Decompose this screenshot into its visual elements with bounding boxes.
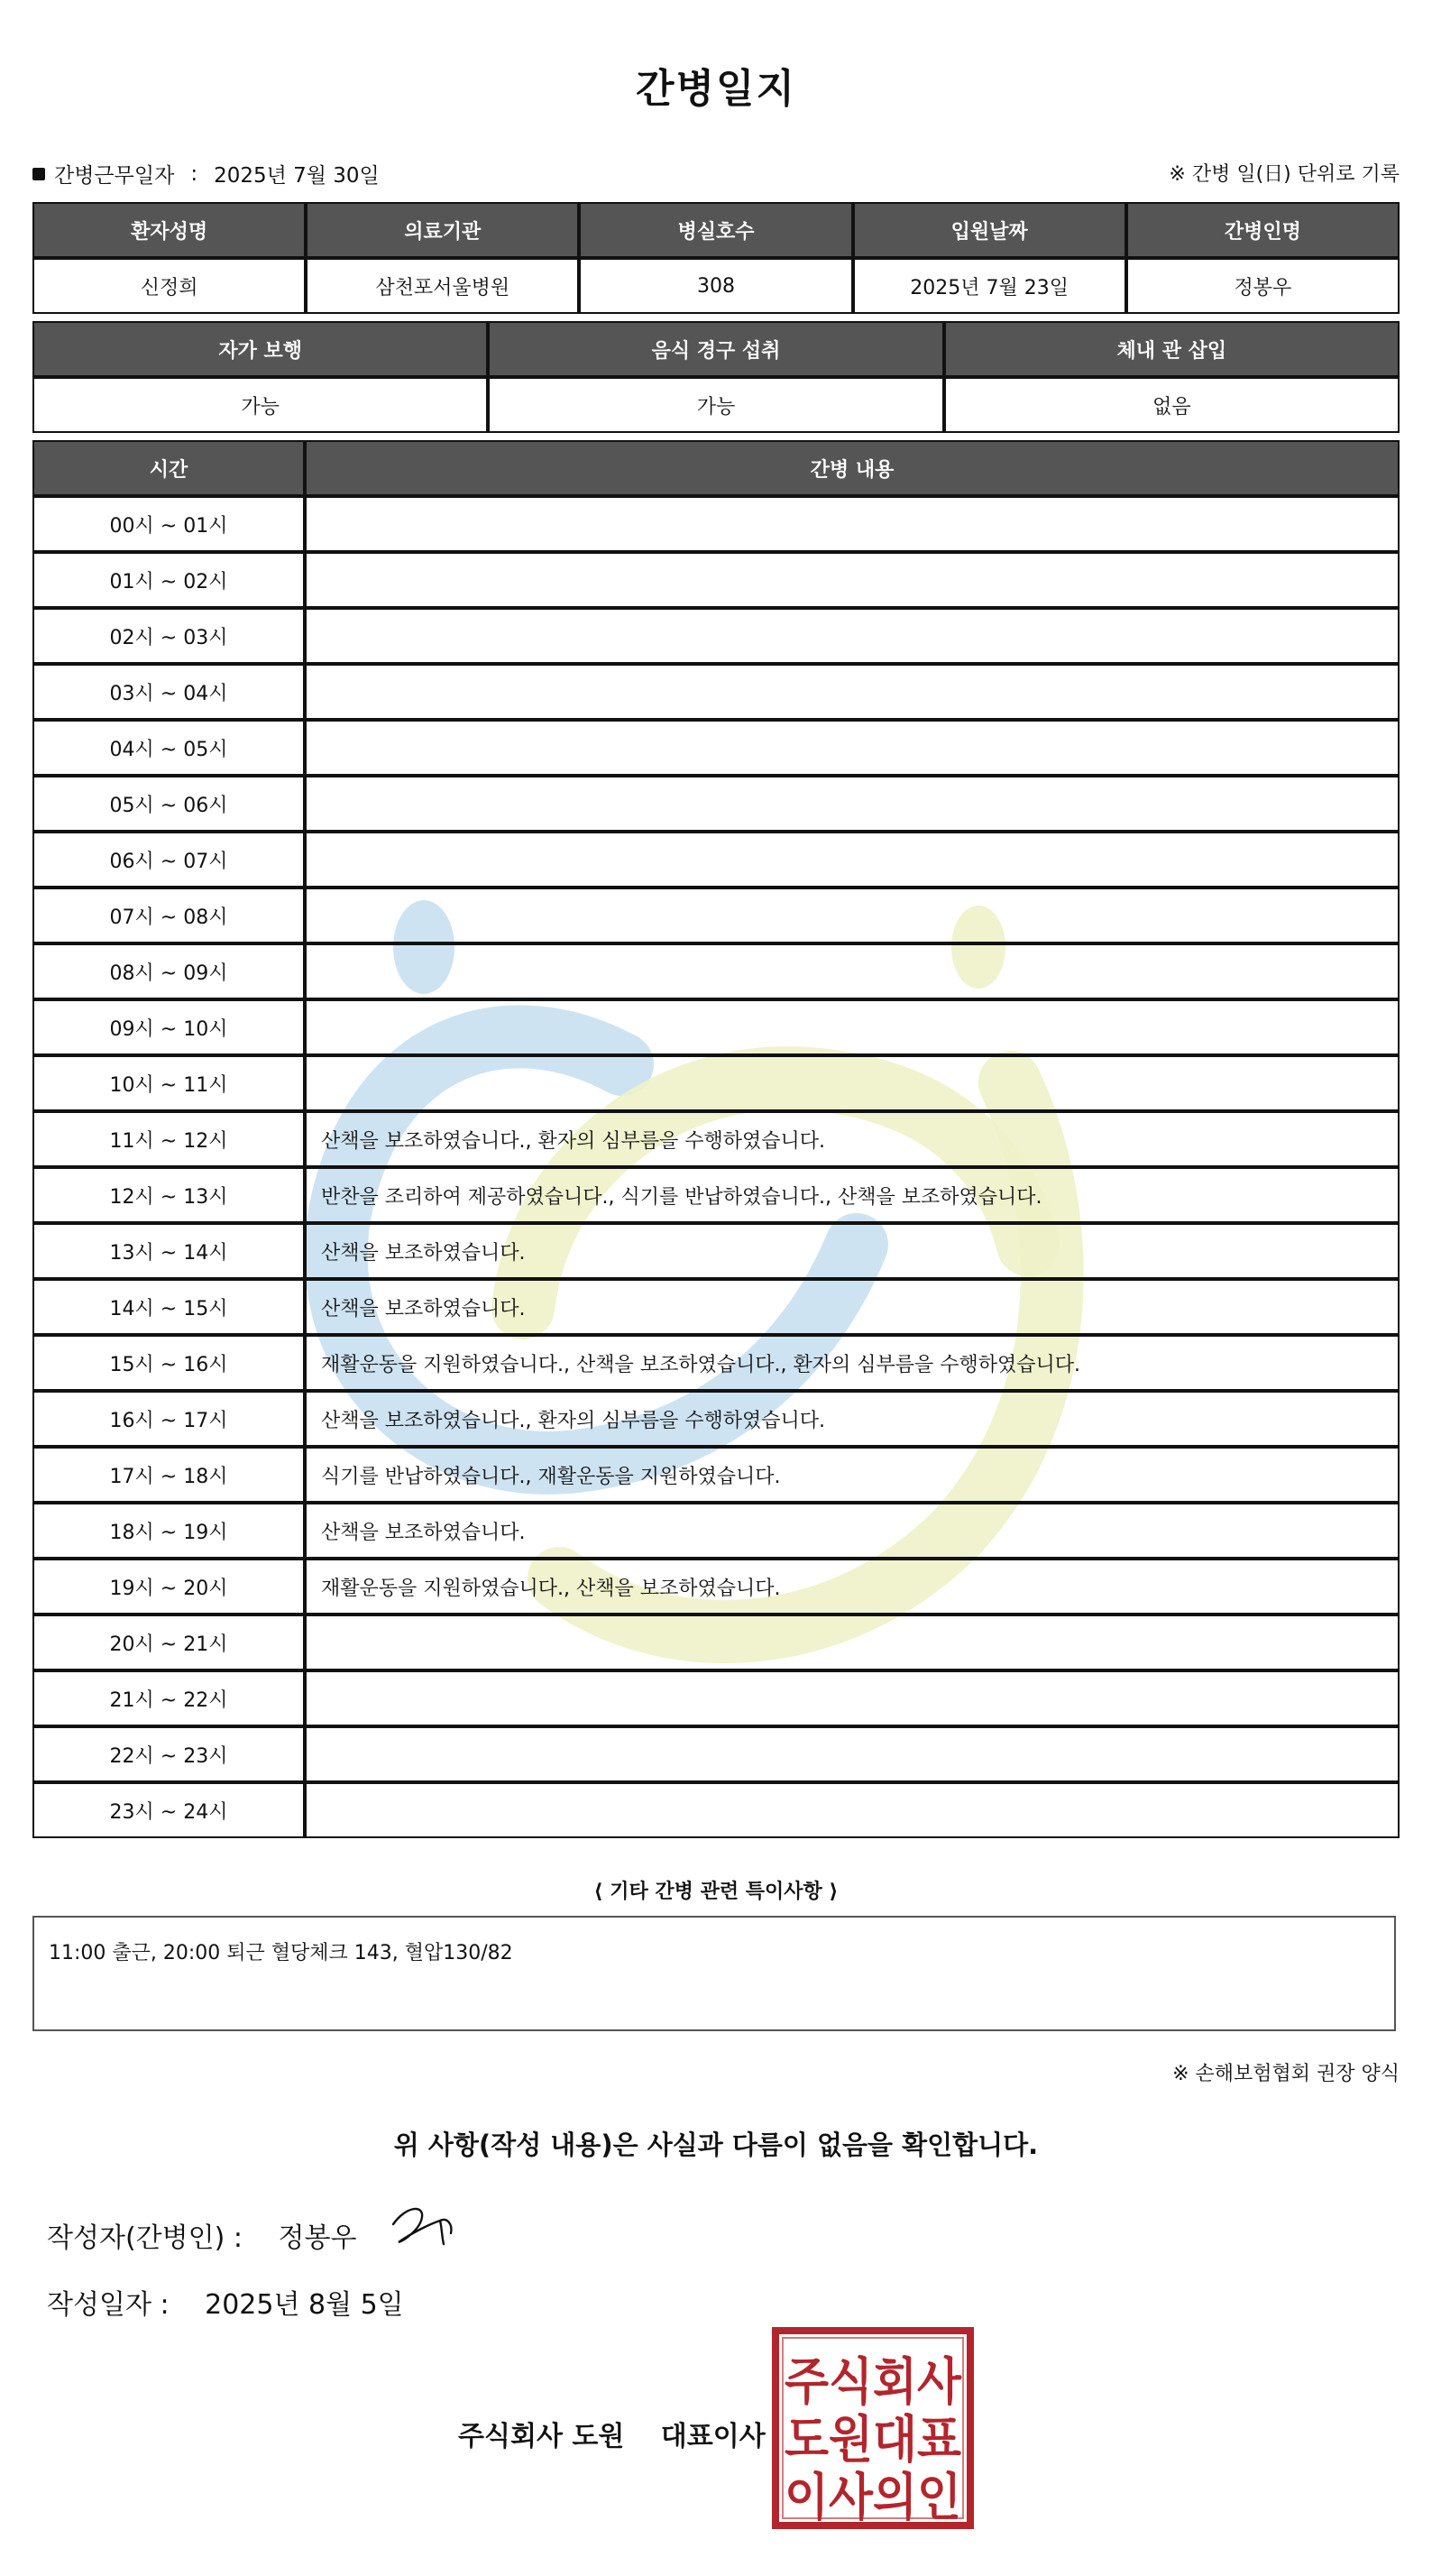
log-time: 16시 ~ 17시 <box>32 1391 305 1447</box>
log-content <box>305 1055 1400 1111</box>
log-content <box>305 1726 1400 1782</box>
work-date-value: 2025년 7월 30일 <box>214 164 380 188</box>
log-time: 01시 ~ 02시 <box>32 552 305 608</box>
table-row <box>32 1111 1400 1167</box>
written-date-value: 2025년 8월 5일 <box>205 2289 404 2321</box>
daily-record-note: ※ 간병 일(日) 단위로 기록 <box>1169 163 1400 186</box>
table-row <box>32 1726 1400 1782</box>
patient-name: 신정희 <box>32 258 306 314</box>
header-hospital: 의료기관 <box>306 202 579 258</box>
header-self-walking: 자가 보행 <box>32 321 488 377</box>
log-content <box>305 720 1400 776</box>
log-time: 12시 ~ 13시 <box>32 1167 305 1223</box>
log-content: 재활운동을 지원하였습니다., 산책을 보조하였습니다., 환자의 심부름을 수행하였습니다. <box>305 1335 1400 1391</box>
log-time: 13시 ~ 14시 <box>32 1223 305 1279</box>
hospital-name: 삼천포서울병원 <box>306 258 579 314</box>
work-date-label: 간병근무일자 <box>54 164 175 188</box>
log-time: 00시 ~ 01시 <box>32 496 305 552</box>
table-row <box>32 1167 1400 1223</box>
caregiver-name: 정봉우 <box>1126 258 1400 314</box>
room-number: 308 <box>579 258 852 314</box>
self-walking-value: 가능 <box>32 377 488 433</box>
log-content <box>305 1615 1400 1670</box>
log-time: 09시 ~ 10시 <box>32 999 305 1055</box>
insurance-association-note: ※ 손해보험협회 권장 양식 <box>1172 2063 1400 2085</box>
seal-text-line-2: 도원대표 <box>785 2411 961 2470</box>
log-time: 10시 ~ 11시 <box>32 1055 305 1111</box>
table-row <box>32 1279 1400 1335</box>
log-time: 15시 ~ 16시 <box>32 1335 305 1391</box>
table-row <box>32 1335 1400 1391</box>
log-content <box>305 943 1400 999</box>
log-time: 06시 ~ 07시 <box>32 832 305 888</box>
seal-text-line-1: 주식회사 <box>785 2353 962 2412</box>
document-title: 간병일지 <box>635 66 796 112</box>
patient-status-table <box>32 321 1400 433</box>
company-name: 주식회사 도원 <box>458 2421 625 2452</box>
header-patient-name: 환자성명 <box>32 202 306 258</box>
remarks-title: ⟨ 기타 간병 관련 특이사항 ⟩ <box>593 1881 839 1903</box>
log-rows <box>32 496 1400 1838</box>
log-content <box>305 1670 1400 1726</box>
table-row <box>32 720 1400 776</box>
work-date-line <box>32 159 380 189</box>
handwritten-signature <box>388 2197 478 2260</box>
admission-date: 2025년 7월 23일 <box>853 258 1126 314</box>
log-content: 산책을 보조하였습니다. <box>305 1223 1400 1279</box>
table-row <box>32 1670 1400 1726</box>
log-time: 21시 ~ 22시 <box>32 1670 305 1726</box>
log-time: 05시 ~ 06시 <box>32 776 305 832</box>
header-time: 시간 <box>32 440 305 496</box>
log-content <box>305 552 1400 608</box>
log-content: 재활운동을 지원하였습니다., 산책을 보조하였습니다. <box>305 1559 1400 1615</box>
log-time: 18시 ~ 19시 <box>32 1503 305 1559</box>
header-caregiver-name: 간병인명 <box>1126 202 1400 258</box>
log-content <box>305 999 1400 1055</box>
log-time: 23시 ~ 24시 <box>32 1782 305 1838</box>
hourly-log-table <box>32 440 1400 1838</box>
company-role: 대표이사 <box>660 2421 766 2452</box>
patient-info-table <box>32 202 1400 314</box>
log-content <box>305 776 1400 832</box>
log-content <box>305 888 1400 943</box>
table-row <box>32 999 1400 1055</box>
log-content <box>305 496 1400 552</box>
log-content: 산책을 보조하였습니다., 환자의 심부름을 수행하였습니다. <box>305 1111 1400 1167</box>
written-date-line <box>47 2282 404 2322</box>
log-time: 03시 ~ 04시 <box>32 664 305 720</box>
log-content: 반찬을 조리하여 제공하였습니다., 식기를 반납하였습니다., 산책을 보조하였습니다. <box>305 1167 1400 1223</box>
table-row <box>32 1447 1400 1503</box>
company-line <box>458 2414 766 2453</box>
table-row <box>32 888 1400 943</box>
remarks-box <box>32 1916 1396 2031</box>
log-time: 19시 ~ 20시 <box>32 1559 305 1615</box>
log-time: 20시 ~ 21시 <box>32 1615 305 1670</box>
writer-label: 작성자(간병인) : <box>47 2222 243 2254</box>
header-room: 병실호수 <box>579 202 852 258</box>
header-oral-intake: 음식 경구 섭취 <box>488 321 943 377</box>
table-row <box>32 1615 1400 1670</box>
tube-insertion-value: 없음 <box>944 377 1400 433</box>
log-content: 산책을 보조하였습니다. <box>305 1279 1400 1335</box>
header-admission-date: 입원날짜 <box>853 202 1126 258</box>
log-time: 14시 ~ 15시 <box>32 1279 305 1335</box>
oral-intake-value: 가능 <box>488 377 943 433</box>
table-row <box>32 552 1400 608</box>
log-content <box>305 832 1400 888</box>
log-time: 17시 ~ 18시 <box>32 1447 305 1503</box>
header-care-content: 간병 내용 <box>305 440 1400 496</box>
table-row <box>32 832 1400 888</box>
header-tube-insertion: 체내 관 삽입 <box>944 321 1400 377</box>
log-time: 11시 ~ 12시 <box>32 1111 305 1167</box>
log-time: 02시 ~ 03시 <box>32 608 305 664</box>
log-content: 식기를 반납하였습니다., 재활운동을 지원하였습니다. <box>305 1447 1400 1503</box>
writer-name: 정봉우 <box>278 2222 357 2254</box>
log-time: 07시 ~ 08시 <box>32 888 305 943</box>
remarks-text: 11:00 출근, 20:00 퇴근 혈당체크 143, 혈압130/82 <box>49 1942 513 1964</box>
table-row <box>32 1559 1400 1615</box>
log-time: 22시 ~ 23시 <box>32 1726 305 1782</box>
work-date-separator: : <box>190 161 198 186</box>
confirmation-statement: 위 사항(작성 내용)은 사실과 다름이 없음을 확인합니다. <box>393 2130 1039 2160</box>
log-content <box>305 1782 1400 1838</box>
company-seal <box>772 2327 974 2529</box>
seal-text-line-3: 이사의인 <box>785 2469 961 2527</box>
table-row <box>32 496 1400 552</box>
table-row <box>32 1055 1400 1111</box>
log-content: 산책을 보조하였습니다. <box>305 1503 1400 1559</box>
writer-line <box>47 2215 356 2255</box>
table-row <box>32 1782 1400 1838</box>
log-time: 04시 ~ 05시 <box>32 720 305 776</box>
table-row <box>32 1503 1400 1559</box>
log-time: 08시 ~ 09시 <box>32 943 305 999</box>
table-row <box>32 1391 1400 1447</box>
table-row <box>32 1223 1400 1279</box>
table-row <box>32 776 1400 832</box>
square-bullet-icon <box>32 168 45 180</box>
log-content <box>305 664 1400 720</box>
log-content: 산책을 보조하였습니다., 환자의 심부름을 수행하였습니다. <box>305 1391 1400 1447</box>
table-row <box>32 664 1400 720</box>
written-date-label: 작성일자 : <box>47 2289 170 2321</box>
log-content <box>305 608 1400 664</box>
table-row <box>32 608 1400 664</box>
table-row <box>32 943 1400 999</box>
